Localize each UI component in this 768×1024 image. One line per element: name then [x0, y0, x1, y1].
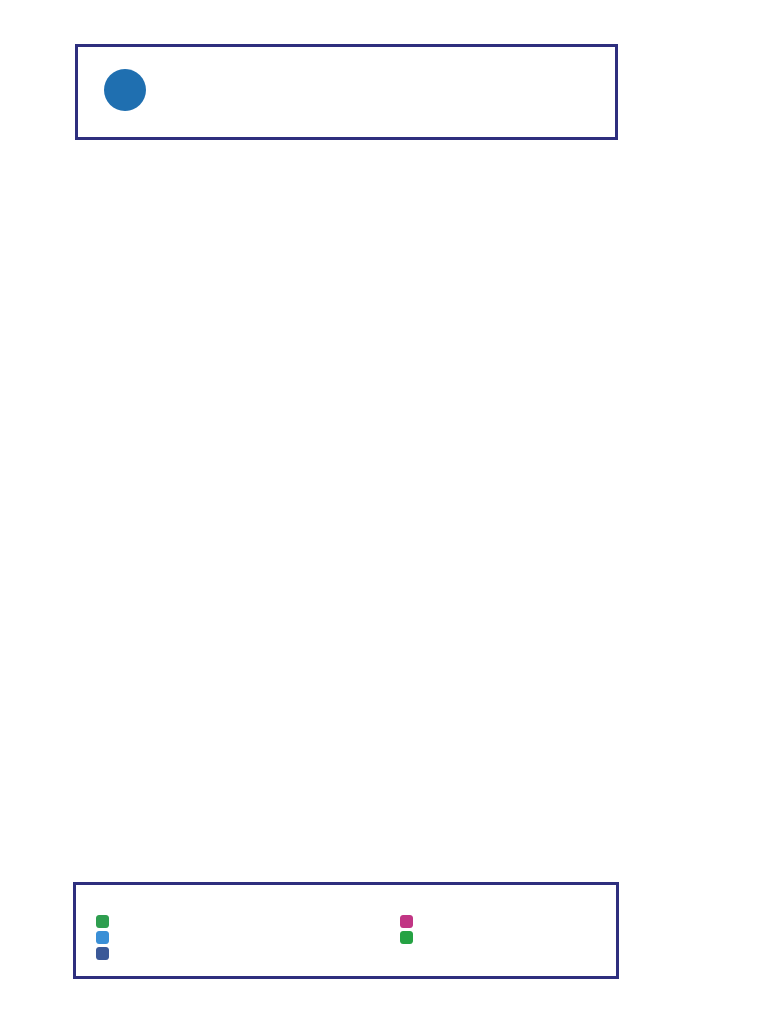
email-icon [96, 931, 109, 944]
header-banner [75, 44, 618, 140]
instagram-row[interactable] [400, 915, 419, 928]
instagram-icon [400, 915, 413, 928]
contact-footer [73, 882, 619, 979]
facebook-row[interactable] [96, 947, 115, 960]
email-row[interactable] [96, 931, 115, 944]
whatsapp-icon [400, 931, 413, 944]
canal-direito-logo-icon [104, 69, 146, 111]
globe-icon [96, 915, 109, 928]
website-row[interactable] [96, 915, 115, 928]
whatsapp-row[interactable] [400, 931, 419, 944]
facebook-icon [96, 947, 109, 960]
